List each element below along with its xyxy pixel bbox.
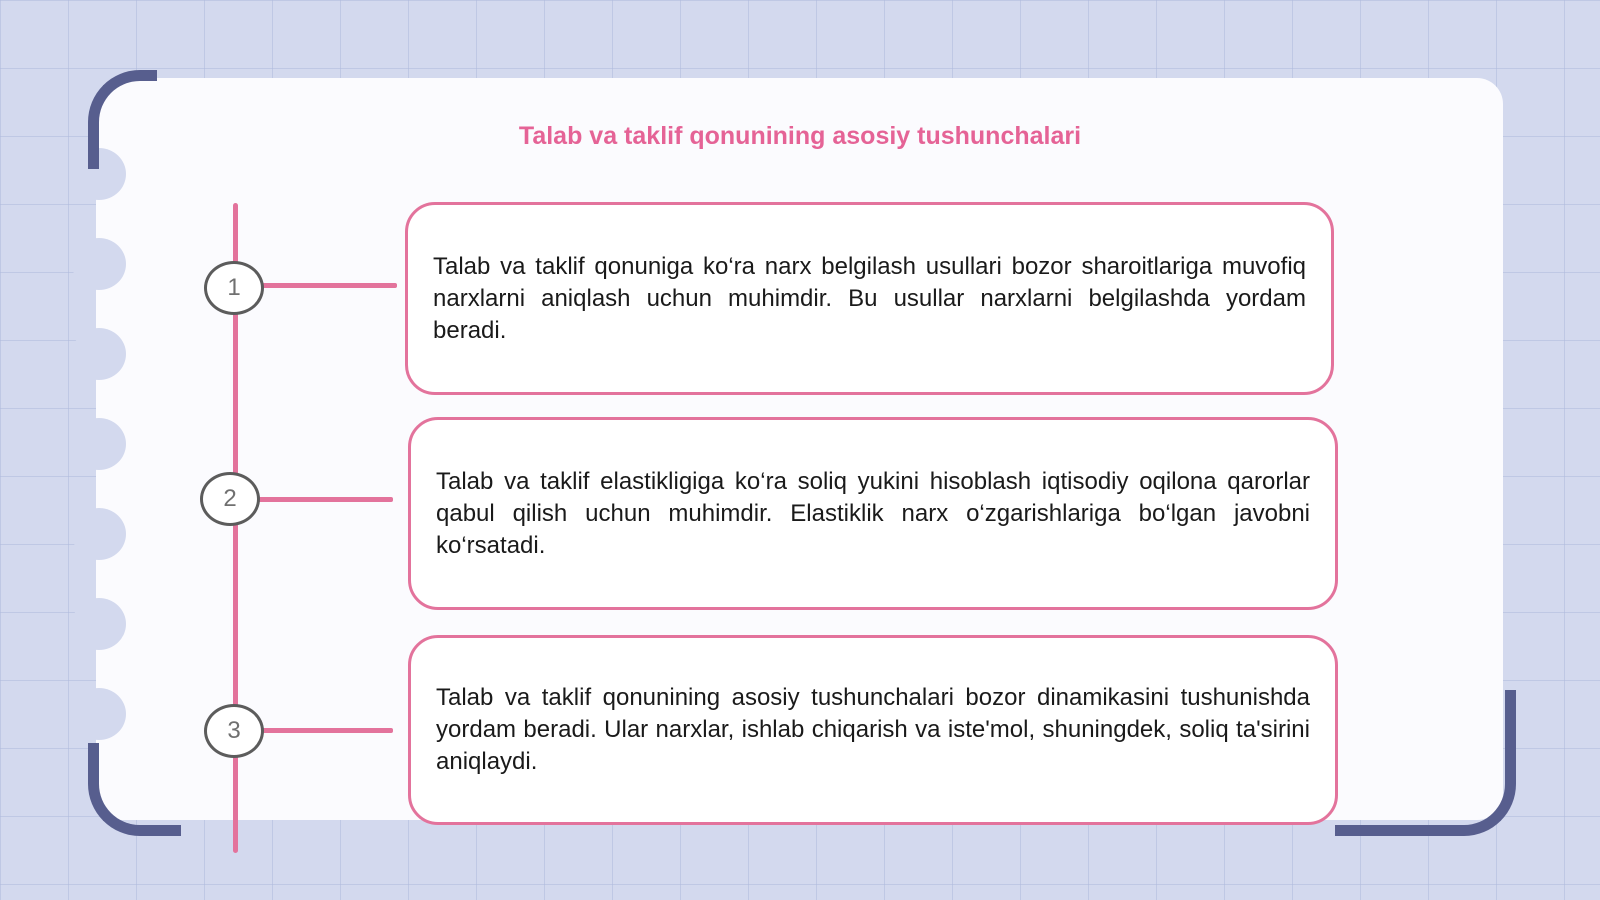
info-text-1: Talab va taklif qonuniga ko‘ra narx belgilash usullari bozor sharoitlariga muvofiq narxlarni aniqlash uchun muhimdir. Bu usullar narxlarni belgilashda yordam beradi. xyxy=(433,252,1306,344)
slide-title: Talab va taklif qonunining asosiy tushunchalari xyxy=(518,122,1082,150)
info-box-2 xyxy=(408,417,1338,610)
step-number-2: 2 xyxy=(200,472,260,526)
info-text-3: Talab va taklif qonunining asosiy tushunchalari bozor dinamikasini tushunishda yordam beradi. Ular narxlar, ishlab chiqarish va iste'mol, shuningdek, soliq ta'sirini aniqlaydi. xyxy=(436,684,1310,775)
frame-corner-top-left xyxy=(88,70,157,169)
connector-line-2 xyxy=(258,497,393,502)
step-number-1: 1 xyxy=(204,261,264,315)
paper-notch xyxy=(72,328,126,380)
info-box-3 xyxy=(408,635,1338,825)
connector-line-3 xyxy=(262,728,393,733)
frame-corner-bottom-right xyxy=(1335,690,1516,836)
paper-notch xyxy=(72,238,126,290)
paper-notch xyxy=(72,508,126,560)
paper-notch xyxy=(72,688,126,740)
paper-notch xyxy=(72,418,126,470)
paper-notch xyxy=(72,598,126,650)
info-box-1 xyxy=(405,202,1334,395)
step-number-3: 3 xyxy=(204,704,264,758)
connector-line-1 xyxy=(262,283,397,288)
frame-corner-bottom-left xyxy=(88,743,181,836)
info-text-2: Talab va taklif elastikligiga ko‘ra soliq yukini hisoblash iqtisodiy oqilona qarorlar qabul qilish uchun muhimdir. Elastiklik narx o‘zgarishlariga bo‘lgan javobni ko‘rsatadi. xyxy=(436,467,1310,559)
